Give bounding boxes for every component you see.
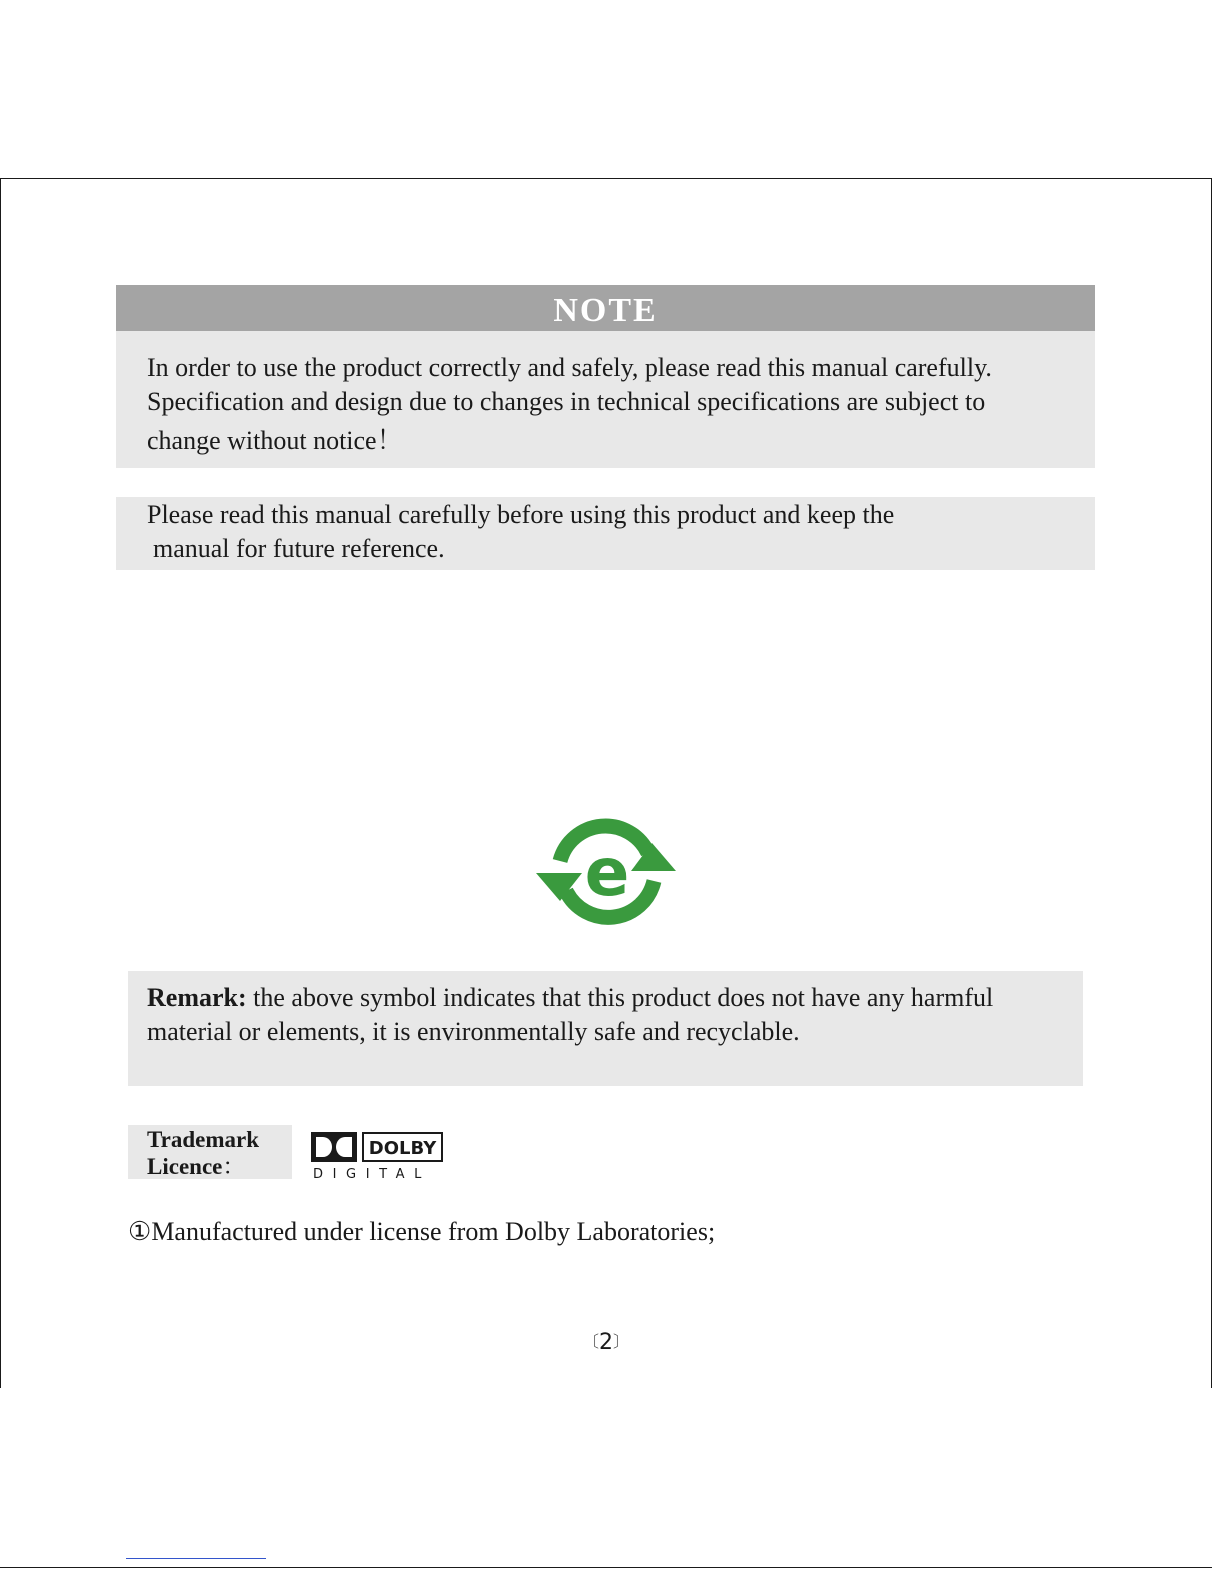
note-line-3: change without notice！ <box>147 426 403 455</box>
licence-word: Licence <box>147 1154 223 1179</box>
licence-line <box>147 1153 292 1180</box>
page-number <box>583 1328 643 1357</box>
remark-box <box>128 971 1083 1086</box>
license-statement <box>128 1215 715 1249</box>
licence-colon: ： <box>222 1154 246 1179</box>
trademark-label <box>128 1125 292 1179</box>
dolby-digital-logo <box>311 1131 445 1181</box>
eco-letter: e <box>584 834 630 911</box>
dolby-word: DOLBY <box>368 1138 437 1159</box>
note-body <box>116 331 1095 468</box>
page-bracket-close: 〕 <box>613 1332 630 1351</box>
read-notice-line-2: manual for future reference. <box>153 534 445 563</box>
bottom-link-underline <box>126 1558 266 1559</box>
remark-text-1: the above symbol indicates that this product does not have any harmful <box>246 983 994 1012</box>
remark-line-1 <box>147 981 1083 1015</box>
digital-word: DIGITAL <box>313 1167 432 1181</box>
note-line-1: In order to use the product correctly and safely, please read this manual carefully. <box>147 353 992 382</box>
page-bracket-open: 〔 <box>583 1332 600 1351</box>
note-line-2: Specification and design due to changes in technical specifications are subject to <box>147 387 986 416</box>
environmental-e-recycle-icon <box>534 809 680 935</box>
license-text: Manufactured under license from Dolby Laboratories; <box>151 1217 716 1246</box>
remark-lead: Remark: <box>147 983 247 1012</box>
read-manual-notice <box>116 497 1095 570</box>
license-marker: ① <box>128 1217 152 1246</box>
note-title: NOTE <box>116 285 1095 331</box>
page-number-value: 2 <box>599 1330 614 1355</box>
trademark-word: Trademark <box>147 1127 260 1152</box>
bottom-rule <box>0 1567 1212 1568</box>
remark-line-2: material or elements, it is environmentally safe and recyclable. <box>147 1017 800 1046</box>
read-notice-line-1: Please read this manual carefully before using this product and keep the <box>147 500 895 529</box>
